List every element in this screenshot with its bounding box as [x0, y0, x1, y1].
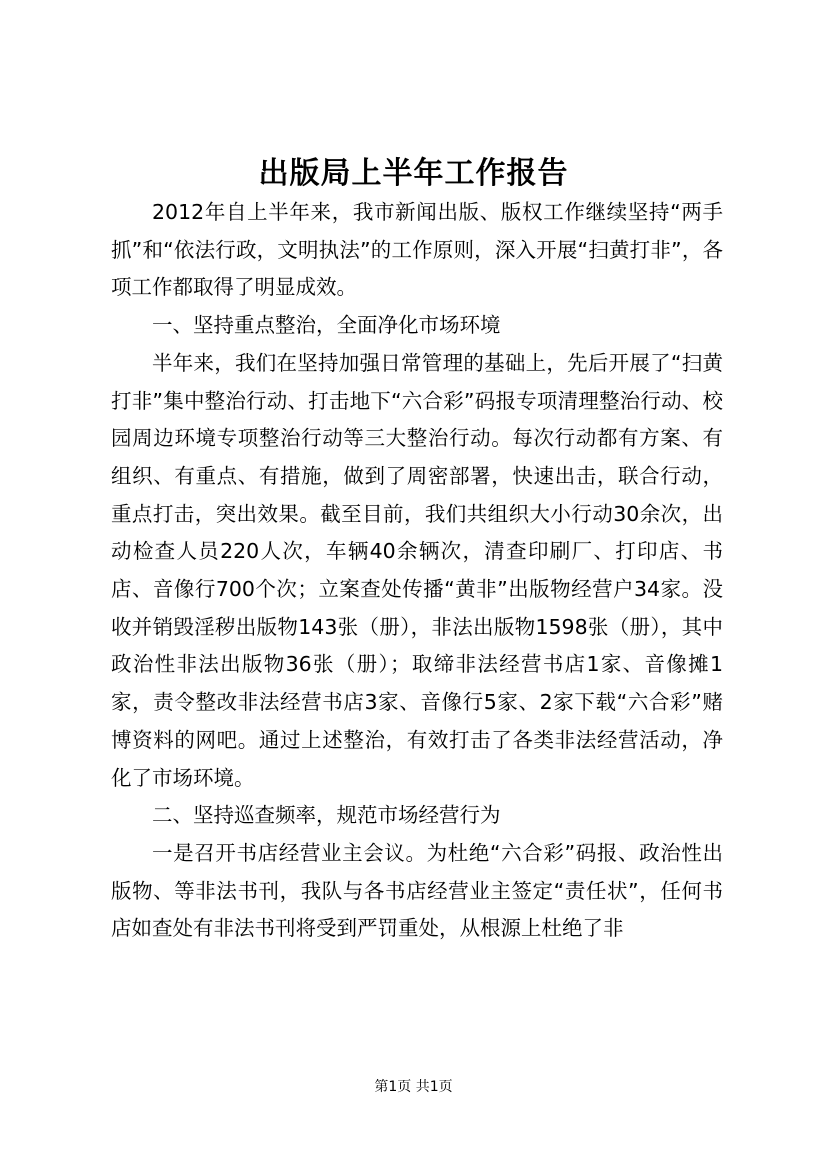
page-footer: 第1页 共1页	[374, 1079, 453, 1095]
paragraph-intro: 2012年自上半年来，我市新闻出版、版权工作继续坚持“两手抓”和“依法行政，文明执法”的工作原则，深入开展“扫黄打非”，各项工作都取得了明显成效。	[111, 200, 723, 300]
document-body	[111, 194, 723, 948]
section-heading-2: 二、坚持巡查频率，规范市场经营行为	[152, 803, 501, 828]
section-heading-1: 一、坚持重点整治，全面净化市场环境	[152, 313, 501, 338]
paragraph-section-2: 一是召开书店经营业主会议。为杜绝“六合彩”码报、政治性出版物、等非法书刊，我队与各书店经营业主签定“责任状”，任何书店如查处有非法书刊将受到严罚重处，从根源上杜绝了非	[111, 840, 723, 941]
paragraph-section-1: 半年来，我们在坚持加强日常管理的基础上，先后开展了“扫黄打非”集中整治行动、打击地下“六合彩”码报专项清理整治行动、校园周边环境专项整治行动等三大整治行动。每次行动都有方案、有组织、有重点、有措施，做到了周密部署，快速出击，联合行动，重点打击，突出效果。截至目前，我们共组织大小行动30余次，出动检查人员220人次，车辆40余辆次，清查印刷厂、打印店、书店、音像行700个次；立案查处传播“黄非”出版物经营户34家。没收并销毁淫秽出版物143张（册），非法出版物1598张（册），其中政治性非法出版物36张（册）；取缔非法经营书店1家、音像摊1家，责令整改非法经营书店3家、音像行5家、2家下载“六合彩”赌博资料的网吧。通过上述整治，有效打击了各类非法经营活动，净化了市场环境。	[111, 350, 723, 790]
document-title: 出版局上半年工作报告	[258, 156, 569, 191]
